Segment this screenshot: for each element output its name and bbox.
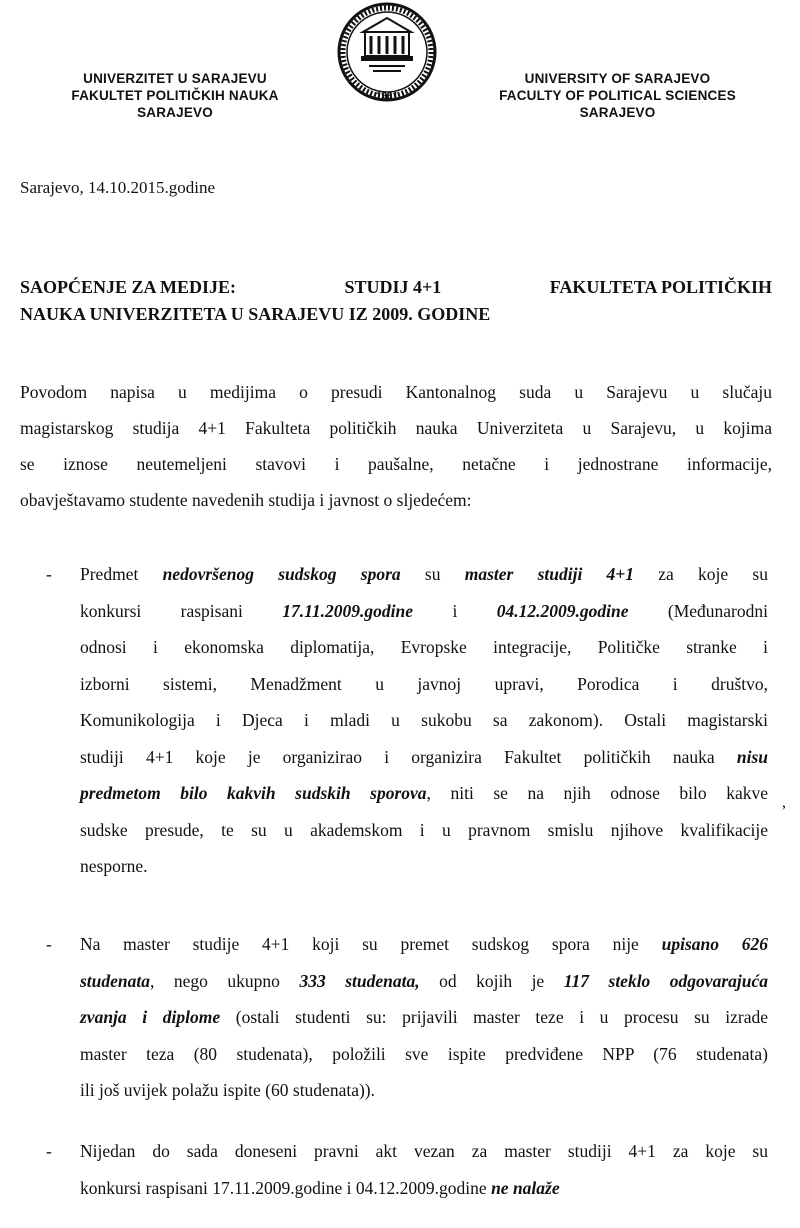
text-segment: sudske presude, te su u akademskom i u pravnom smislu njihove kvalifikacije — [80, 819, 768, 840]
text-segment: studiji 4+1 koje je organizirao i organizira Fakultet političkih nauka — [80, 746, 737, 767]
text-segment: , nego ukupno — [150, 970, 300, 991]
text-segment: , niti se na njih odnose bilo kakve — [426, 783, 768, 803]
emphasized-text: 117 steklo odgovarajuća — [563, 970, 768, 991]
text-segment: izborni sistemi, Menadžment u javnoj upravi, Porodica i društvo, — [80, 673, 768, 694]
title-line-2: NAUKA UNIVERZITETA U SARAJEVU IZ 2009. GODINE — [20, 304, 491, 324]
text-segment: Nijedan do sada doneseni pravni akt vezan za master studiji 4+1 za koje su — [80, 1141, 768, 1161]
handwritten-mark: , — [782, 794, 786, 811]
bullet-text — [80, 926, 768, 1109]
text-segment: za koje su — [634, 564, 768, 584]
seal-year: 1961 — [375, 91, 399, 102]
university-header-english — [470, 70, 765, 121]
title-part-faculty: FAKULTETA POLITIČKIH — [549, 277, 772, 297]
bullet-line — [80, 999, 768, 1036]
emphasized-text: nisu — [736, 746, 768, 767]
bullet-dash: - — [46, 564, 52, 584]
header-city-en: SARAJEVO — [579, 105, 656, 120]
text-segment: Na master studije 4+1 koji su premet sudskog spora nije — [80, 934, 662, 954]
intro-line: obavještavamo studente navedenih studija i javnost o sljedećem: — [20, 490, 472, 510]
text-segment: Predmet — [80, 564, 163, 584]
university-header-bosnian — [40, 70, 310, 121]
bullet-line — [80, 926, 768, 963]
text-segment: master teza (80 studenata), položili sve ispite predviđene NPP (76 studenata) — [80, 1043, 768, 1064]
emphasized-text: predmetom bilo kakvih sudskih sporova — [80, 783, 427, 803]
bullet-dash: - — [46, 1141, 52, 1161]
text-segment: Komunikologija i Djeca i mladi u sukobu sa zakonom). Ostali magistarski — [80, 710, 768, 730]
bullet-line — [80, 629, 768, 666]
emphasized-text: studenata — [80, 970, 151, 991]
text-segment: konkursi raspisani — [80, 600, 283, 621]
bullet-text — [80, 1133, 768, 1206]
bullet-line — [80, 666, 768, 703]
intro-line: se iznose neutemeljeni stavovi i paušalne, netačne i jednostrane informacije, — [20, 454, 772, 474]
bullet-line — [80, 739, 768, 776]
emphasized-text: 333 studenata, — [299, 970, 420, 991]
header-city: SARAJEVO — [137, 105, 213, 120]
bullet-line — [80, 963, 768, 1000]
emphasized-text: nedovršenog sudskog spora — [162, 564, 401, 584]
text-segment: konkursi raspisani 17.11.2009.godine i 04.12.2009.godine — [80, 1177, 492, 1198]
intro-paragraph — [20, 374, 772, 518]
intro-line: magistarskog studija 4+1 Fakulteta političkih nauka Univerziteta u Sarajevu, u kojima — [20, 418, 772, 438]
bullet-line — [80, 1170, 768, 1207]
emphasized-text: ne nalaže — [491, 1177, 560, 1198]
title-part-study: STUDIJ 4+1 — [344, 277, 442, 297]
bullet-line — [80, 702, 768, 739]
text-segment: su — [400, 564, 465, 584]
emphasized-text: master studiji 4+1 — [464, 564, 635, 584]
emphasized-text: zvanja i diplome — [80, 1007, 221, 1027]
bullet-line — [80, 812, 768, 849]
bullet-line — [80, 848, 768, 885]
emphasized-text: 17.11.2009.godine — [282, 600, 414, 621]
document-title — [20, 274, 772, 328]
faculty-seal-icon — [333, 0, 441, 108]
emphasized-text: 04.12.2009.godine — [496, 600, 629, 621]
text-segment: (ostali studenti su: prijavili master teze i u procesu su izrade — [220, 1007, 768, 1027]
bullet-line — [80, 593, 768, 630]
header-faculty-name-en: FACULTY OF POLITICAL SCIENCES — [499, 88, 736, 103]
header-university-name-en: UNIVERSITY OF SARAJEVO — [524, 71, 711, 86]
emphasized-text: upisano 626 — [661, 934, 768, 954]
bullet-text — [80, 556, 768, 885]
title-line-1 — [20, 274, 772, 301]
document-date: Sarajevo, 14.10.2015.godine — [20, 178, 215, 197]
bullet-dash: - — [46, 934, 52, 954]
bullet-line — [80, 1036, 768, 1073]
bullet-line — [80, 1133, 768, 1170]
header-university-name: UNIVERZITET U SARAJEVU — [83, 71, 267, 86]
bullet-line — [80, 775, 768, 812]
text-segment: od kojih je — [419, 970, 564, 991]
text-segment: i — [413, 600, 497, 621]
text-segment: (Međunarodni — [628, 600, 768, 621]
text-segment: odnosi i ekonomska diplomatija, Evropske integracije, Političke stranke i — [80, 637, 768, 657]
bullet-line — [80, 1072, 768, 1109]
intro-line: Povodom napisa u medijima o presudi Kantonalnog suda u Sarajevu u slučaju — [20, 382, 772, 402]
text-segment: ili još uvijek polažu ispite (60 studenata)). — [80, 1080, 376, 1100]
bullet-line — [80, 556, 768, 593]
header-faculty-name: FAKULTET POLITIČKIH NAUKA — [71, 88, 279, 103]
text-segment: nesporne. — [80, 856, 148, 876]
title-part-press-release: SAOPĆENJE ZA MEDIJE: — [20, 277, 237, 297]
